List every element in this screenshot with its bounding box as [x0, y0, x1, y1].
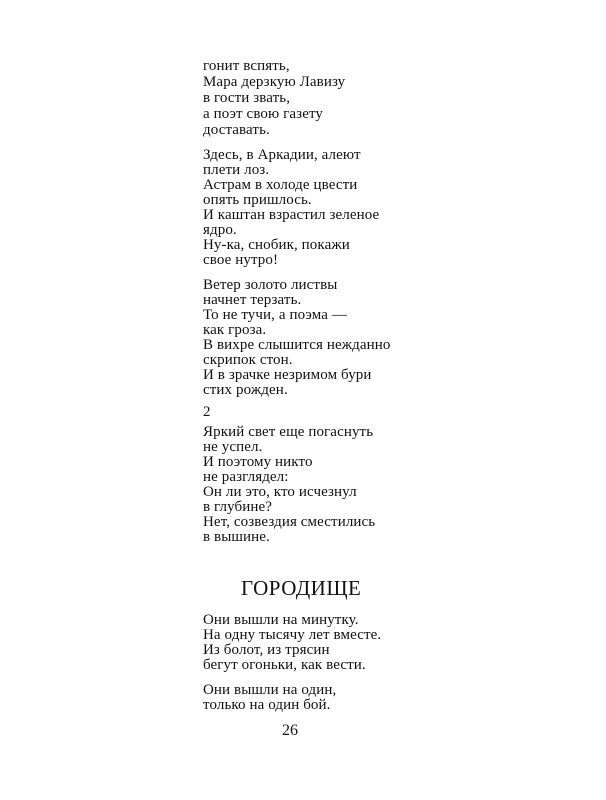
poem-line: доставать. [203, 122, 270, 138]
poem-line: И поэтому никто [203, 454, 313, 470]
poem-line: Астрам в холоде цвести [203, 177, 358, 193]
poem-line: Ну-ка, снобик, покажи [203, 237, 350, 253]
section-number: 2 [203, 404, 211, 420]
poem-line: свое нутро! [203, 252, 279, 268]
poem-line: плети лоз. [203, 162, 270, 178]
poem-line: начнет терзать. [203, 292, 302, 308]
poem-line: не успел. [203, 439, 263, 455]
poem-line: в гости звать, [203, 90, 291, 106]
poem-line: И в зрачке незримом бури [203, 367, 372, 383]
poem-title: ГОРОДИЩЕ [241, 576, 362, 600]
poem-line: Ветер золото листвы [203, 277, 338, 293]
poem-line: Они вышли на минутку. [203, 612, 359, 628]
poem-line: только на один бой. [203, 697, 331, 713]
poem-line: скрипок стон. [203, 352, 293, 368]
poem-line: Здесь, в Аркадии, алеют [203, 147, 361, 163]
poem-line: ядро. [203, 222, 237, 238]
poem-line: стих рожден. [203, 382, 288, 398]
poem-line: бегут огоньки, как вести. [203, 657, 366, 673]
poem-line: как гроза. [203, 322, 267, 338]
poem-line: В вихре слышится нежданно [203, 337, 391, 353]
poem-line: гонит вспять, [203, 58, 290, 74]
poem-line: Они вышли на один, [203, 682, 337, 698]
poem-line: На одну тысячу лет вместе. [203, 627, 382, 643]
poem-line: а поэт свою газету [203, 106, 324, 122]
poem-line: Мара дерзкую Лавизу [203, 74, 346, 90]
poem-line: опять пришлось. [203, 192, 312, 208]
poem-line: в вышине. [203, 529, 270, 545]
page-number: 26 [282, 722, 298, 739]
poem-line: Он ли это, кто исчезнул [203, 484, 357, 500]
poem-line: Яркий свет еще погаснуть [203, 424, 374, 440]
poem-line: Нет, созвездия сместились [203, 514, 376, 530]
poem-line: в глубине? [203, 499, 273, 515]
poem-line: И каштан взрастил зеленое [203, 207, 380, 223]
poem-line: То не тучи, а поэма — [203, 307, 347, 323]
poem-line: Из болот, из трясин [203, 642, 330, 658]
poem-line: не разглядел: [203, 469, 289, 485]
